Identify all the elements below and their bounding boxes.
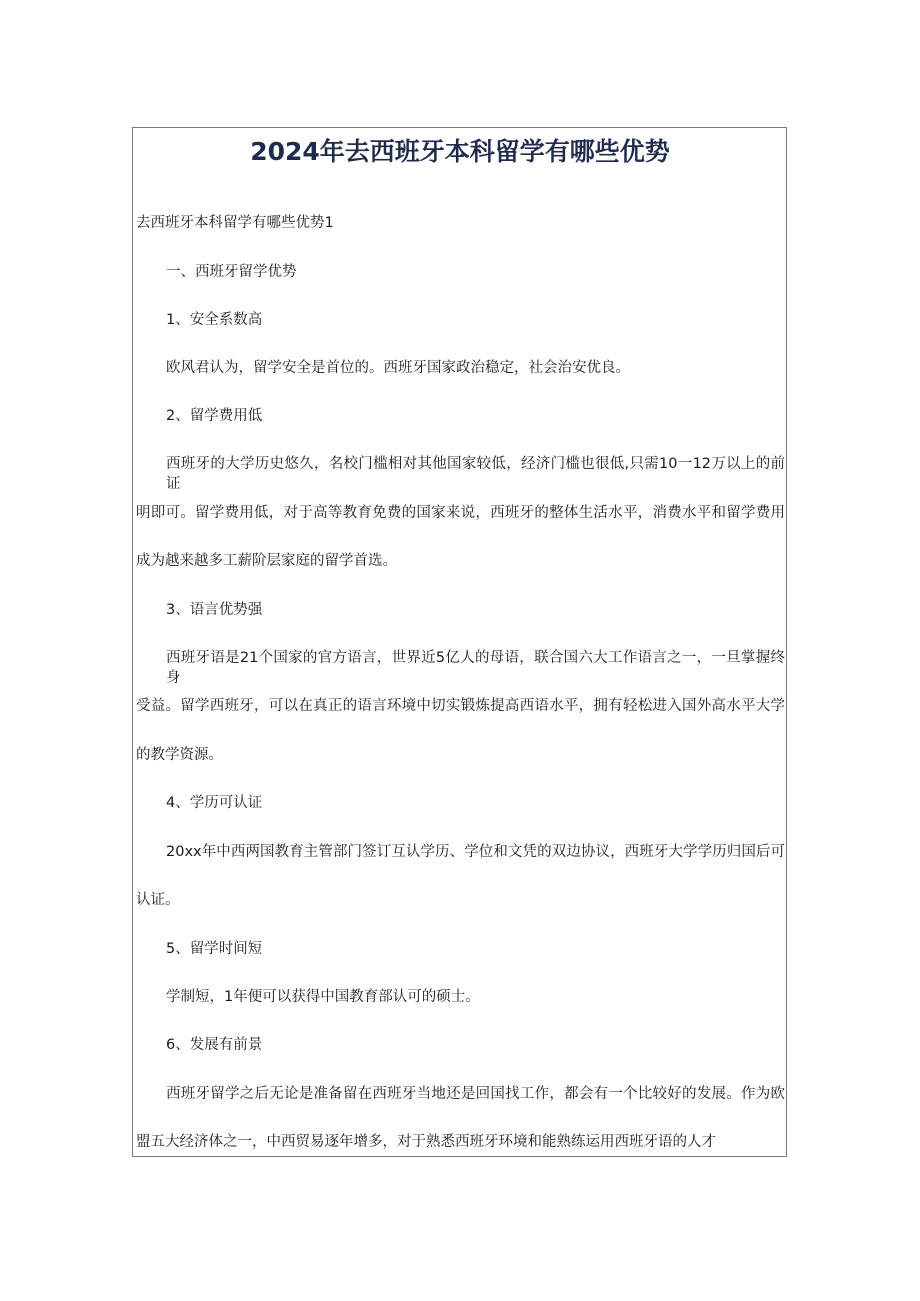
item-heading-prospects: 6、发展有前景 <box>166 1037 263 1053</box>
paragraph-line: 西班牙语是21个国家的官方语言，世界近5亿人的母语，联合国六大工作语言之一，一旦掌握终身 <box>166 650 785 686</box>
item-heading-accreditation: 4、学历可认证 <box>166 795 263 811</box>
page-title: 2024年去西班牙本科留学有哪些优势 <box>250 137 670 166</box>
paragraph-line: 受益。留学西班牙，可以在真正的语言环境中切实锻炼提高西语水平，拥有轻松进入国外高水平大学 <box>136 698 785 714</box>
paragraph-line: 20xx年中西两国教育主管部门签订互认学历、学位和文凭的双边协议，西班牙大学学历归国后可 <box>166 844 785 860</box>
item-heading-safety: 1、安全系数高 <box>166 312 263 328</box>
paragraph-line: 的教学资源。 <box>136 747 223 763</box>
paragraph-line: 欧风君认为，留学安全是首位的。西班牙国家政治稳定，社会治安优良。 <box>166 360 630 376</box>
item-heading-cost: 2、留学费用低 <box>166 408 263 424</box>
paragraph-line: 西班牙的大学历史悠久，名校门槛相对其他国家较低，经济门槛也很低,只需10一12万以上的前证 <box>166 456 785 492</box>
paragraph-line: 认证。 <box>136 892 180 908</box>
paragraph-line: 西班牙留学之后无论是准备留在西班牙当地还是回国找工作，都会有一个比较好的发展。作为欧 <box>166 1086 785 1102</box>
item-heading-language: 3、语言优势强 <box>166 602 263 618</box>
paragraph-line: 学制短，1年便可以获得中国教育部认可的硕士。 <box>166 989 480 1005</box>
paragraph-line: 明即可。留学费用低，对于高等教育免费的国家来说，西班牙的整体生活水平，消费水平和留学费用 <box>136 505 785 521</box>
paragraph-line: 成为越来越多工薪阶层家庭的留学首选。 <box>136 553 397 569</box>
subtitle: 去西班牙本科留学有哪些优势1 <box>136 215 334 231</box>
section-heading: 一、西班牙留学优势 <box>166 264 297 280</box>
item-heading-duration: 5、留学时间短 <box>166 941 263 957</box>
paragraph-line: 盟五大经济体之一，中西贸易逐年增多，对于熟悉西班牙环境和能熟练运用西班牙语的人才 <box>136 1134 716 1150</box>
